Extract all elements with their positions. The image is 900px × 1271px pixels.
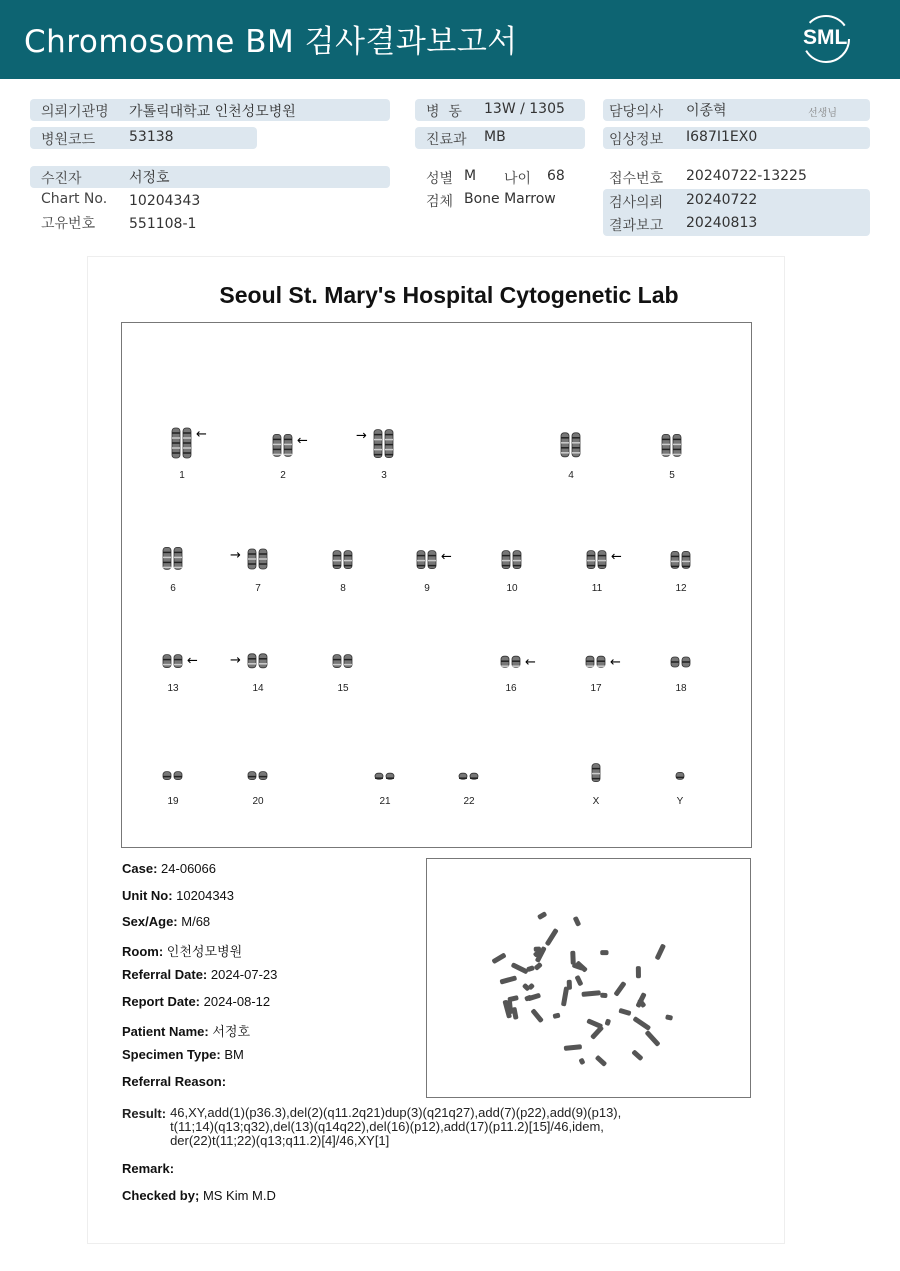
field-label: Sex/Age: — [122, 914, 178, 930]
chromosome-pair-20 — [248, 772, 267, 780]
sex-label: 성별 — [426, 171, 454, 187]
report-field — [122, 941, 242, 960]
metaphase-chromosome — [600, 950, 608, 955]
chromosome-label: 13 — [167, 683, 179, 694]
field-value: M/68 — [181, 914, 211, 930]
chromosome — [174, 772, 182, 780]
chromosome — [374, 430, 382, 458]
report-field — [122, 861, 216, 876]
metaphase-chromosome — [499, 975, 517, 984]
arrow-icon: ← — [297, 433, 308, 449]
chromosome-label: 20 — [252, 796, 264, 807]
chromosome — [676, 772, 684, 779]
metaphase-chromosome — [552, 1013, 560, 1020]
id-value: 551108-1 — [129, 216, 197, 232]
chromosome-pair-13 — [163, 654, 198, 669]
chromosome — [333, 655, 341, 668]
metaphase-chromosome — [534, 947, 541, 952]
field-label: Patient Name: — [122, 1023, 209, 1039]
id-label: 고유번호 — [41, 216, 96, 232]
chromosome-label: 17 — [590, 683, 602, 694]
report-field — [122, 1074, 226, 1089]
metaphase-chromosome — [527, 993, 541, 1002]
field-value: 2024-08-12 — [203, 994, 271, 1009]
arrow-icon: ← — [441, 549, 452, 565]
metaphase-chromosome — [613, 981, 626, 997]
hospital-code-value: 53138 — [129, 129, 174, 145]
chromosome — [259, 772, 267, 780]
chromosome — [284, 434, 292, 456]
chromosome-pair-11 — [587, 550, 622, 569]
chromosome-label: 7 — [255, 583, 261, 594]
chromosome-label: 8 — [340, 583, 346, 594]
name-label: 수진자 — [41, 171, 82, 187]
chromosome-pair-6 — [163, 547, 182, 569]
report-field — [122, 914, 210, 929]
report-field — [122, 1021, 250, 1040]
metaphase-chromosome — [491, 952, 506, 964]
metaphase-chromosome — [604, 1018, 611, 1026]
chromosome-label: 1 — [179, 470, 185, 481]
chromosome-pair-X — [592, 764, 600, 782]
checked-value: MS Kim M.D — [202, 1188, 276, 1203]
sml-logo: SML — [800, 14, 852, 64]
field-label: Referral Date: — [122, 967, 208, 983]
report-date-value: 20240813 — [686, 215, 758, 231]
metaphase-chromosome — [655, 943, 667, 960]
ward-label: 병 동 — [426, 104, 462, 120]
checked-label: Checked by; — [122, 1188, 200, 1203]
chromosome-pair-18 — [671, 657, 690, 667]
metaphase-chromosome — [600, 993, 607, 998]
field-value: 24-06066 — [161, 861, 216, 876]
metaphase-chromosome — [507, 995, 519, 1002]
result-line: t(11;14)(q13;q32),del(13)(q14q22),del(16)(p12),add(17)(p11.2)[15]/46,idem, — [170, 1119, 604, 1134]
chart-value: 10204343 — [129, 193, 201, 209]
clinical-value: I687I1EX0 — [686, 129, 758, 145]
metaphase-chromosome — [631, 1049, 643, 1061]
metaphase-chromosome — [533, 962, 542, 971]
metaphase-chromosome — [511, 962, 529, 974]
chromosome — [259, 654, 267, 668]
report-title: Chromosome BM 검사결과보고서 — [24, 24, 518, 60]
chromosome-pair-14 — [230, 653, 267, 668]
chromosome-label: 11 — [591, 583, 603, 594]
chromosome-pair-19 — [163, 772, 182, 780]
chromosome-pair-4 — [561, 433, 580, 457]
sex-value: M — [464, 168, 477, 184]
chromosome-label: 4 — [568, 470, 574, 481]
lab-title: Seoul St. Mary's Hospital Cytogenetic Lab — [219, 282, 679, 308]
metaphase-chromosome — [632, 1016, 651, 1031]
doctor-suffix: 선생님 — [808, 108, 837, 119]
chromosome — [662, 434, 670, 456]
chromosome-pair-9 — [417, 550, 452, 569]
chromosome-pair-10 — [502, 551, 521, 569]
metaphase-chromosome — [564, 1044, 582, 1051]
specimen-label: 검체 — [426, 194, 454, 210]
arrow-icon: ← — [196, 427, 207, 442]
field-label: Specimen Type: — [122, 1047, 221, 1063]
receipt-value: 20240722-13225 — [686, 168, 807, 184]
report-date-label: 결과보고 — [609, 218, 664, 234]
chromosome-pair-1 — [172, 427, 207, 458]
ward-value: 13W / 1305 — [484, 101, 565, 117]
clinical-label: 임상정보 — [609, 132, 664, 148]
chromosome-label: 6 — [170, 583, 176, 594]
chromosome-label: 12 — [675, 583, 687, 594]
field-label: Referral Reason: — [122, 1073, 227, 1089]
result-line: der(22)t(11;22)(q13;q11.2)[4]/46,XY[1] — [170, 1133, 390, 1148]
chromosome-label: 21 — [379, 796, 391, 807]
chromosome-pair-3 — [356, 429, 393, 458]
age-label: 나이 — [504, 171, 532, 187]
chromosome-pair-22 — [459, 773, 478, 779]
result-block — [122, 1106, 621, 1148]
chromosome — [174, 547, 182, 569]
metaphase-image — [426, 858, 751, 1098]
metaphase-chromosome — [665, 1014, 673, 1020]
chromosome-label: 22 — [463, 796, 475, 807]
field-label: Unit No: — [122, 887, 173, 903]
result-line: 46,XY,add(1)(p36.3),del(2)(q11.2q21)dup(3)(q21q27),add(7)(p22),add(9)(p13), — [170, 1105, 622, 1120]
metaphase-chromosome — [645, 1030, 661, 1047]
metaphase-chromosome — [537, 911, 547, 920]
report-field — [122, 1047, 244, 1062]
arrow-icon: ← — [611, 549, 622, 565]
field-value: 10204343 — [176, 887, 235, 903]
metaphase-chromosome — [530, 1008, 544, 1023]
metaphase-chromosome — [618, 1008, 631, 1016]
specimen-value: Bone Marrow — [464, 191, 556, 207]
chromosome-pair-5 — [662, 434, 681, 456]
chromosome-label: 2 — [280, 470, 286, 481]
request-label: 검사의뢰 — [609, 195, 664, 211]
result-label: Result: — [122, 1106, 167, 1121]
chromosome — [385, 430, 393, 458]
field-label: Room: — [122, 943, 164, 959]
chromosome-label: X — [592, 796, 600, 807]
report-field — [122, 994, 270, 1009]
report-field — [122, 967, 277, 982]
arrow-icon: → — [356, 428, 367, 444]
metaphase-chromosome — [570, 951, 576, 965]
chromosome — [344, 655, 352, 668]
field-value: BM — [224, 1047, 244, 1063]
chromosome — [673, 434, 681, 456]
chromosome-pair-16 — [501, 655, 536, 670]
chromosome-label: 5 — [669, 470, 675, 481]
chromosome — [273, 434, 281, 456]
field-value: 인천성모병원 — [166, 943, 243, 959]
chromosome-pair-12 — [671, 551, 690, 568]
chromosome-label: 10 — [506, 583, 518, 594]
chromosome-pair-Y — [676, 772, 684, 779]
name-value: 서정호 — [129, 170, 170, 186]
dept-value: MB — [484, 129, 506, 145]
chart-label: Chart No. — [41, 191, 108, 207]
chromosome-pair-8 — [333, 551, 352, 569]
chromosome-label: 19 — [167, 796, 179, 807]
chromosome-label: 16 — [505, 683, 517, 694]
metaphase-chromosome — [581, 990, 601, 997]
metaphase-chromosome — [545, 928, 559, 946]
institution-label: 의뢰기관명 — [41, 104, 109, 120]
hospital-code-label: 병원코드 — [41, 132, 96, 148]
chromosome-label: 3 — [381, 470, 387, 481]
chromosome-pair-15 — [333, 655, 352, 668]
doctor-label: 담당의사 — [609, 104, 664, 120]
remark-label: Remark: — [122, 1161, 175, 1176]
arrow-icon: ← — [187, 653, 198, 669]
chromosome-pair-17 — [586, 655, 621, 670]
chromosome — [248, 772, 256, 780]
metaphase-chromosome — [561, 986, 569, 1006]
arrow-icon: → — [230, 548, 241, 563]
metaphase-chromosome — [636, 966, 641, 978]
chromosome — [174, 655, 182, 668]
field-label: Case: — [122, 861, 158, 876]
dept-label: 진료과 — [426, 132, 467, 148]
request-value: 20240722 — [686, 192, 758, 208]
field-label: Report Date: — [122, 994, 201, 1009]
age-value: 68 — [547, 168, 565, 184]
chromosome-pair-2 — [273, 433, 308, 456]
report-field — [122, 888, 234, 903]
receipt-label: 접수번호 — [609, 171, 664, 187]
chromosome — [163, 655, 171, 668]
arrow-icon: ← — [610, 655, 621, 671]
chromosome — [248, 654, 256, 668]
chromosome-pair-7 — [230, 548, 267, 569]
arrow-icon: → — [230, 652, 241, 668]
institution-value: 가톨릭대학교 인천성모병원 — [129, 104, 296, 120]
field-value: 2024-07-23 — [210, 967, 278, 983]
metaphase-chromosome — [595, 1055, 608, 1067]
chromosome-label: 18 — [675, 683, 687, 694]
arrow-icon: ← — [525, 655, 536, 671]
metaphase-chromosome — [574, 975, 583, 987]
doctor-value: 이종혁 — [686, 103, 727, 119]
chromosome-label: 14 — [252, 683, 264, 694]
chromosome-label: Y — [676, 796, 684, 807]
metaphase-chromosome — [573, 916, 582, 927]
chromosome-label: 15 — [337, 683, 349, 694]
chromosome-pair-21 — [375, 773, 394, 779]
field-value: 서정호 — [212, 1023, 251, 1039]
chromosome-label: 9 — [424, 583, 430, 594]
metaphase-chromosome — [578, 1058, 585, 1066]
chromosome — [163, 547, 171, 569]
chromosome — [163, 772, 171, 780]
